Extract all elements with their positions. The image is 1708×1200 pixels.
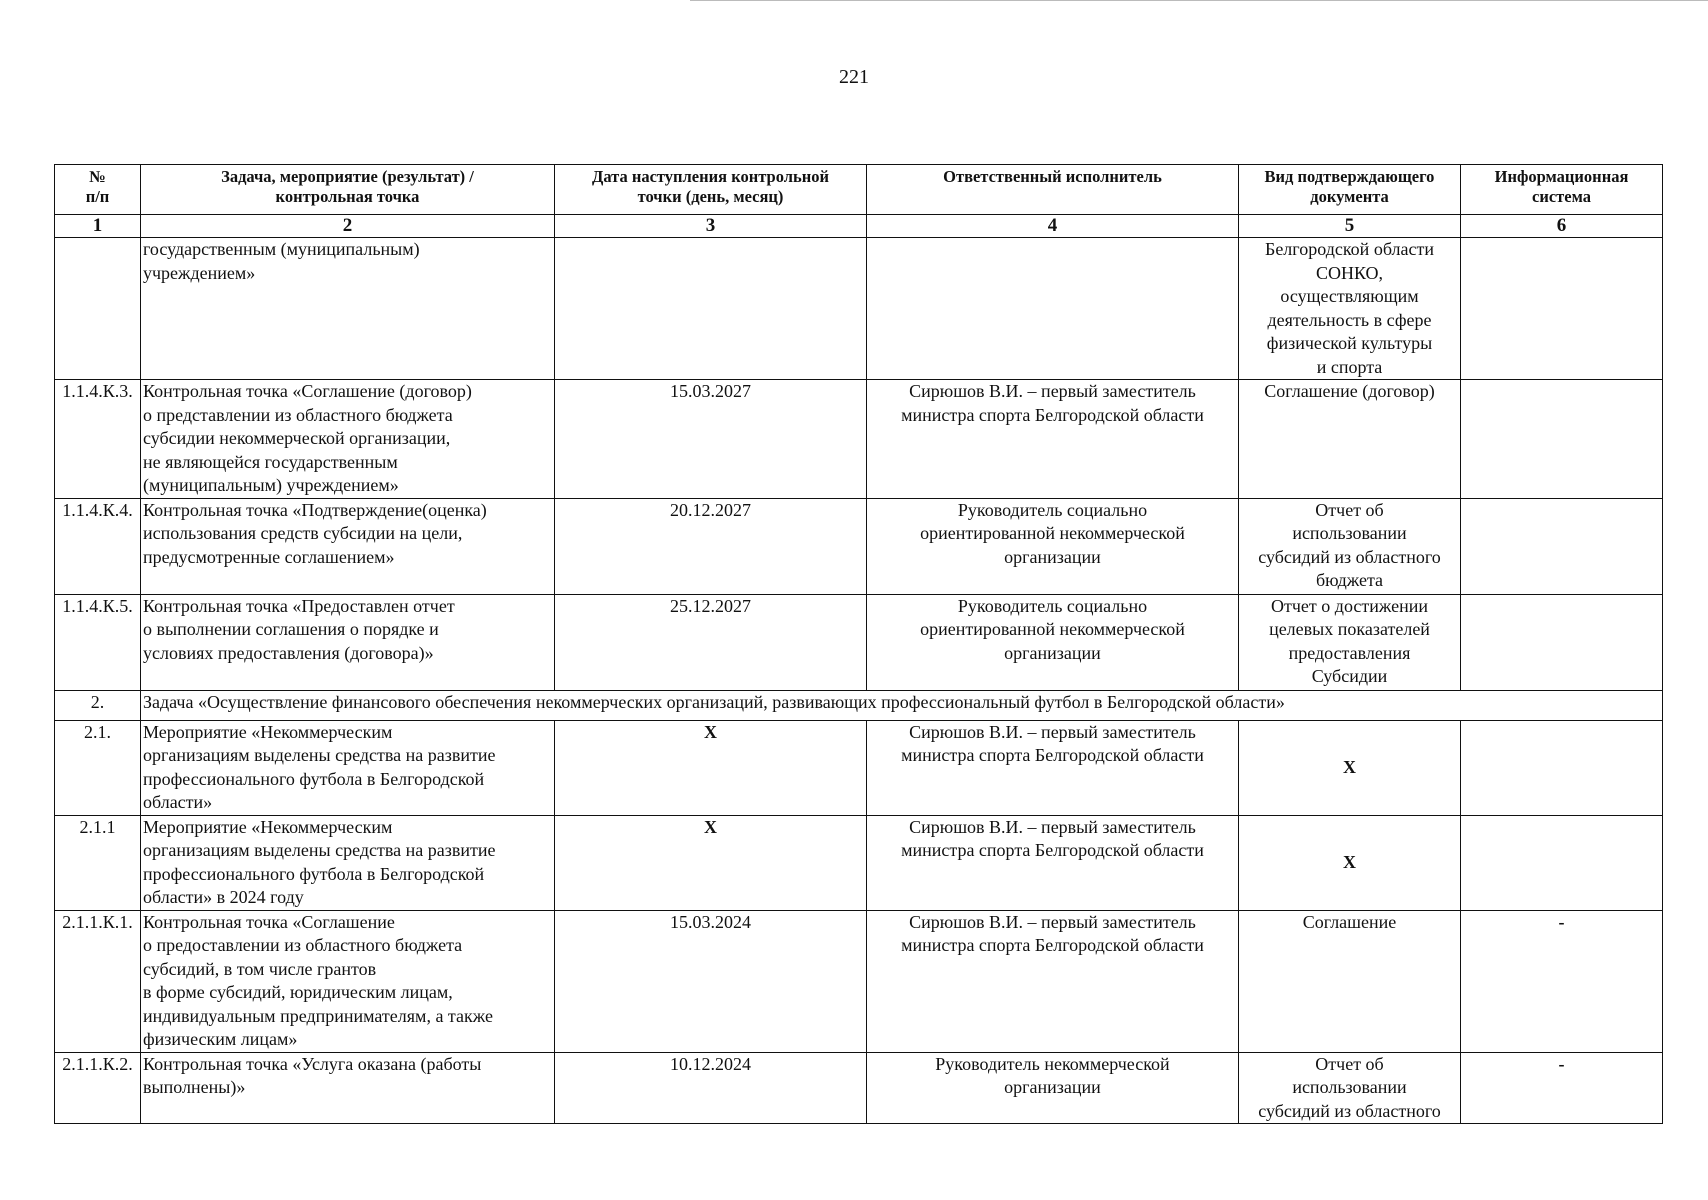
header-system: Информационная система [1461, 165, 1663, 215]
row-number: 2.1. [55, 720, 141, 815]
row-document: Отчет об использовании субсидий из областного бюджета [1239, 498, 1461, 594]
row-date: 20.12.2027 [555, 498, 867, 594]
row-date: X [555, 815, 867, 910]
row-document: X [1239, 720, 1461, 815]
row-number: 2.1.1.К.1. [55, 910, 141, 1052]
row-system: - [1461, 1052, 1663, 1124]
row-responsible [867, 238, 1239, 380]
header-task: Задача, мероприятие (результат) / контрольная точка [141, 165, 555, 215]
row-document: Отчет о достижении целевых показателей предоставления Субсидии [1239, 594, 1461, 690]
row-responsible: Сирюшов В.И. – первый заместитель министра спорта Белгородской области [867, 910, 1239, 1052]
row-date: X [555, 720, 867, 815]
table-row [55, 498, 1663, 594]
row-task: государственным (муниципальным) учреждением» [141, 238, 555, 380]
row-system [1461, 238, 1663, 380]
column-number: 1 [55, 215, 141, 238]
row-document: X [1239, 815, 1461, 910]
row-task: Контрольная точка «Услуга оказана (работы выполнены)» [141, 1052, 555, 1124]
row-date [555, 238, 867, 380]
row-system: - [1461, 910, 1663, 1052]
row-system [1461, 380, 1663, 499]
table-row [55, 238, 1663, 380]
row-number: 2. [55, 690, 141, 720]
row-task: Контрольная точка «Соглашение о предоставлении из областного бюджета субсидий, в том числе грантов в форме субсидий, юридическим лицам, индивидуальным предпринимателям, а также физическим лицам» [141, 910, 555, 1052]
row-date: 10.12.2024 [555, 1052, 867, 1124]
column-number: 6 [1461, 215, 1663, 238]
row-task: Контрольная точка «Предоставлен отчет о выполнении соглашения о порядке и условиях предоставления (договора)» [141, 594, 555, 690]
row-task: Мероприятие «Некоммерческим организациям выделены средства на развитие профессионального футбола в Белгородской области» в 2024 году [141, 815, 555, 910]
table-row [55, 720, 1663, 815]
header-document: Вид подтверждающего документа [1239, 165, 1461, 215]
row-system [1461, 720, 1663, 815]
table-header-row [55, 165, 1663, 215]
row-document: Отчет об использовании субсидий из областного [1239, 1052, 1461, 1124]
row-document: Белгородской области СОНКО, осуществляющим деятельность в сфере физической культуры и спорта [1239, 238, 1461, 380]
page-number: 221 [839, 66, 869, 88]
row-responsible: Сирюшов В.И. – первый заместитель министра спорта Белгородской области [867, 380, 1239, 499]
row-responsible: Сирюшов В.И. – первый заместитель министра спорта Белгородской области [867, 815, 1239, 910]
table-row [55, 910, 1663, 1052]
header-date: Дата наступления контрольной точки (день, месяц) [555, 165, 867, 215]
table-row [55, 1052, 1663, 1124]
scan-edge-line [690, 0, 1708, 1]
row-task: Контрольная точка «Подтверждение(оценка) использования средств субсидии на цели, предусмотренные соглашением» [141, 498, 555, 594]
column-number-row [55, 215, 1663, 238]
row-date: 15.03.2027 [555, 380, 867, 499]
header-responsible: Ответственный исполнитель [867, 165, 1239, 215]
column-number: 5 [1239, 215, 1461, 238]
row-responsible: Руководитель некоммерческой организации [867, 1052, 1239, 1124]
row-number: 1.1.4.К.3. [55, 380, 141, 499]
row-number: 2.1.1 [55, 815, 141, 910]
row-system [1461, 498, 1663, 594]
row-number [55, 238, 141, 380]
row-date: 15.03.2024 [555, 910, 867, 1052]
row-number: 2.1.1.К.2. [55, 1052, 141, 1124]
row-date: 25.12.2027 [555, 594, 867, 690]
column-number: 4 [867, 215, 1239, 238]
row-system [1461, 594, 1663, 690]
row-task: Контрольная точка «Соглашение (договор) о представлении из областного бюджета субсидии некоммерческой организации, не являющейся государственным (муниципальным) учреждением» [141, 380, 555, 499]
row-responsible: Руководитель социально ориентированной некоммерческой организации [867, 594, 1239, 690]
task-row [55, 690, 1663, 720]
row-system [1461, 815, 1663, 910]
column-number: 2 [141, 215, 555, 238]
row-responsible: Сирюшов В.И. – первый заместитель министра спорта Белгородской области [867, 720, 1239, 815]
row-document: Соглашение (договор) [1239, 380, 1461, 499]
row-responsible: Руководитель социально ориентированной некоммерческой организации [867, 498, 1239, 594]
row-number: 1.1.4.К.5. [55, 594, 141, 690]
control-points-table [54, 164, 1663, 1124]
row-document: Соглашение [1239, 910, 1461, 1052]
row-task: Мероприятие «Некоммерческим организациям выделены средства на развитие профессионального футбола в Белгородской области» [141, 720, 555, 815]
table-row [55, 380, 1663, 499]
task-title: Задача «Осуществление финансового обеспечения некоммерческих организаций, развивающих профессиональный футбол в Белгородской области» [141, 690, 1663, 720]
table-row [55, 594, 1663, 690]
table-row [55, 815, 1663, 910]
row-number: 1.1.4.К.4. [55, 498, 141, 594]
header-number: № п/п [55, 165, 141, 215]
column-number: 3 [555, 215, 867, 238]
